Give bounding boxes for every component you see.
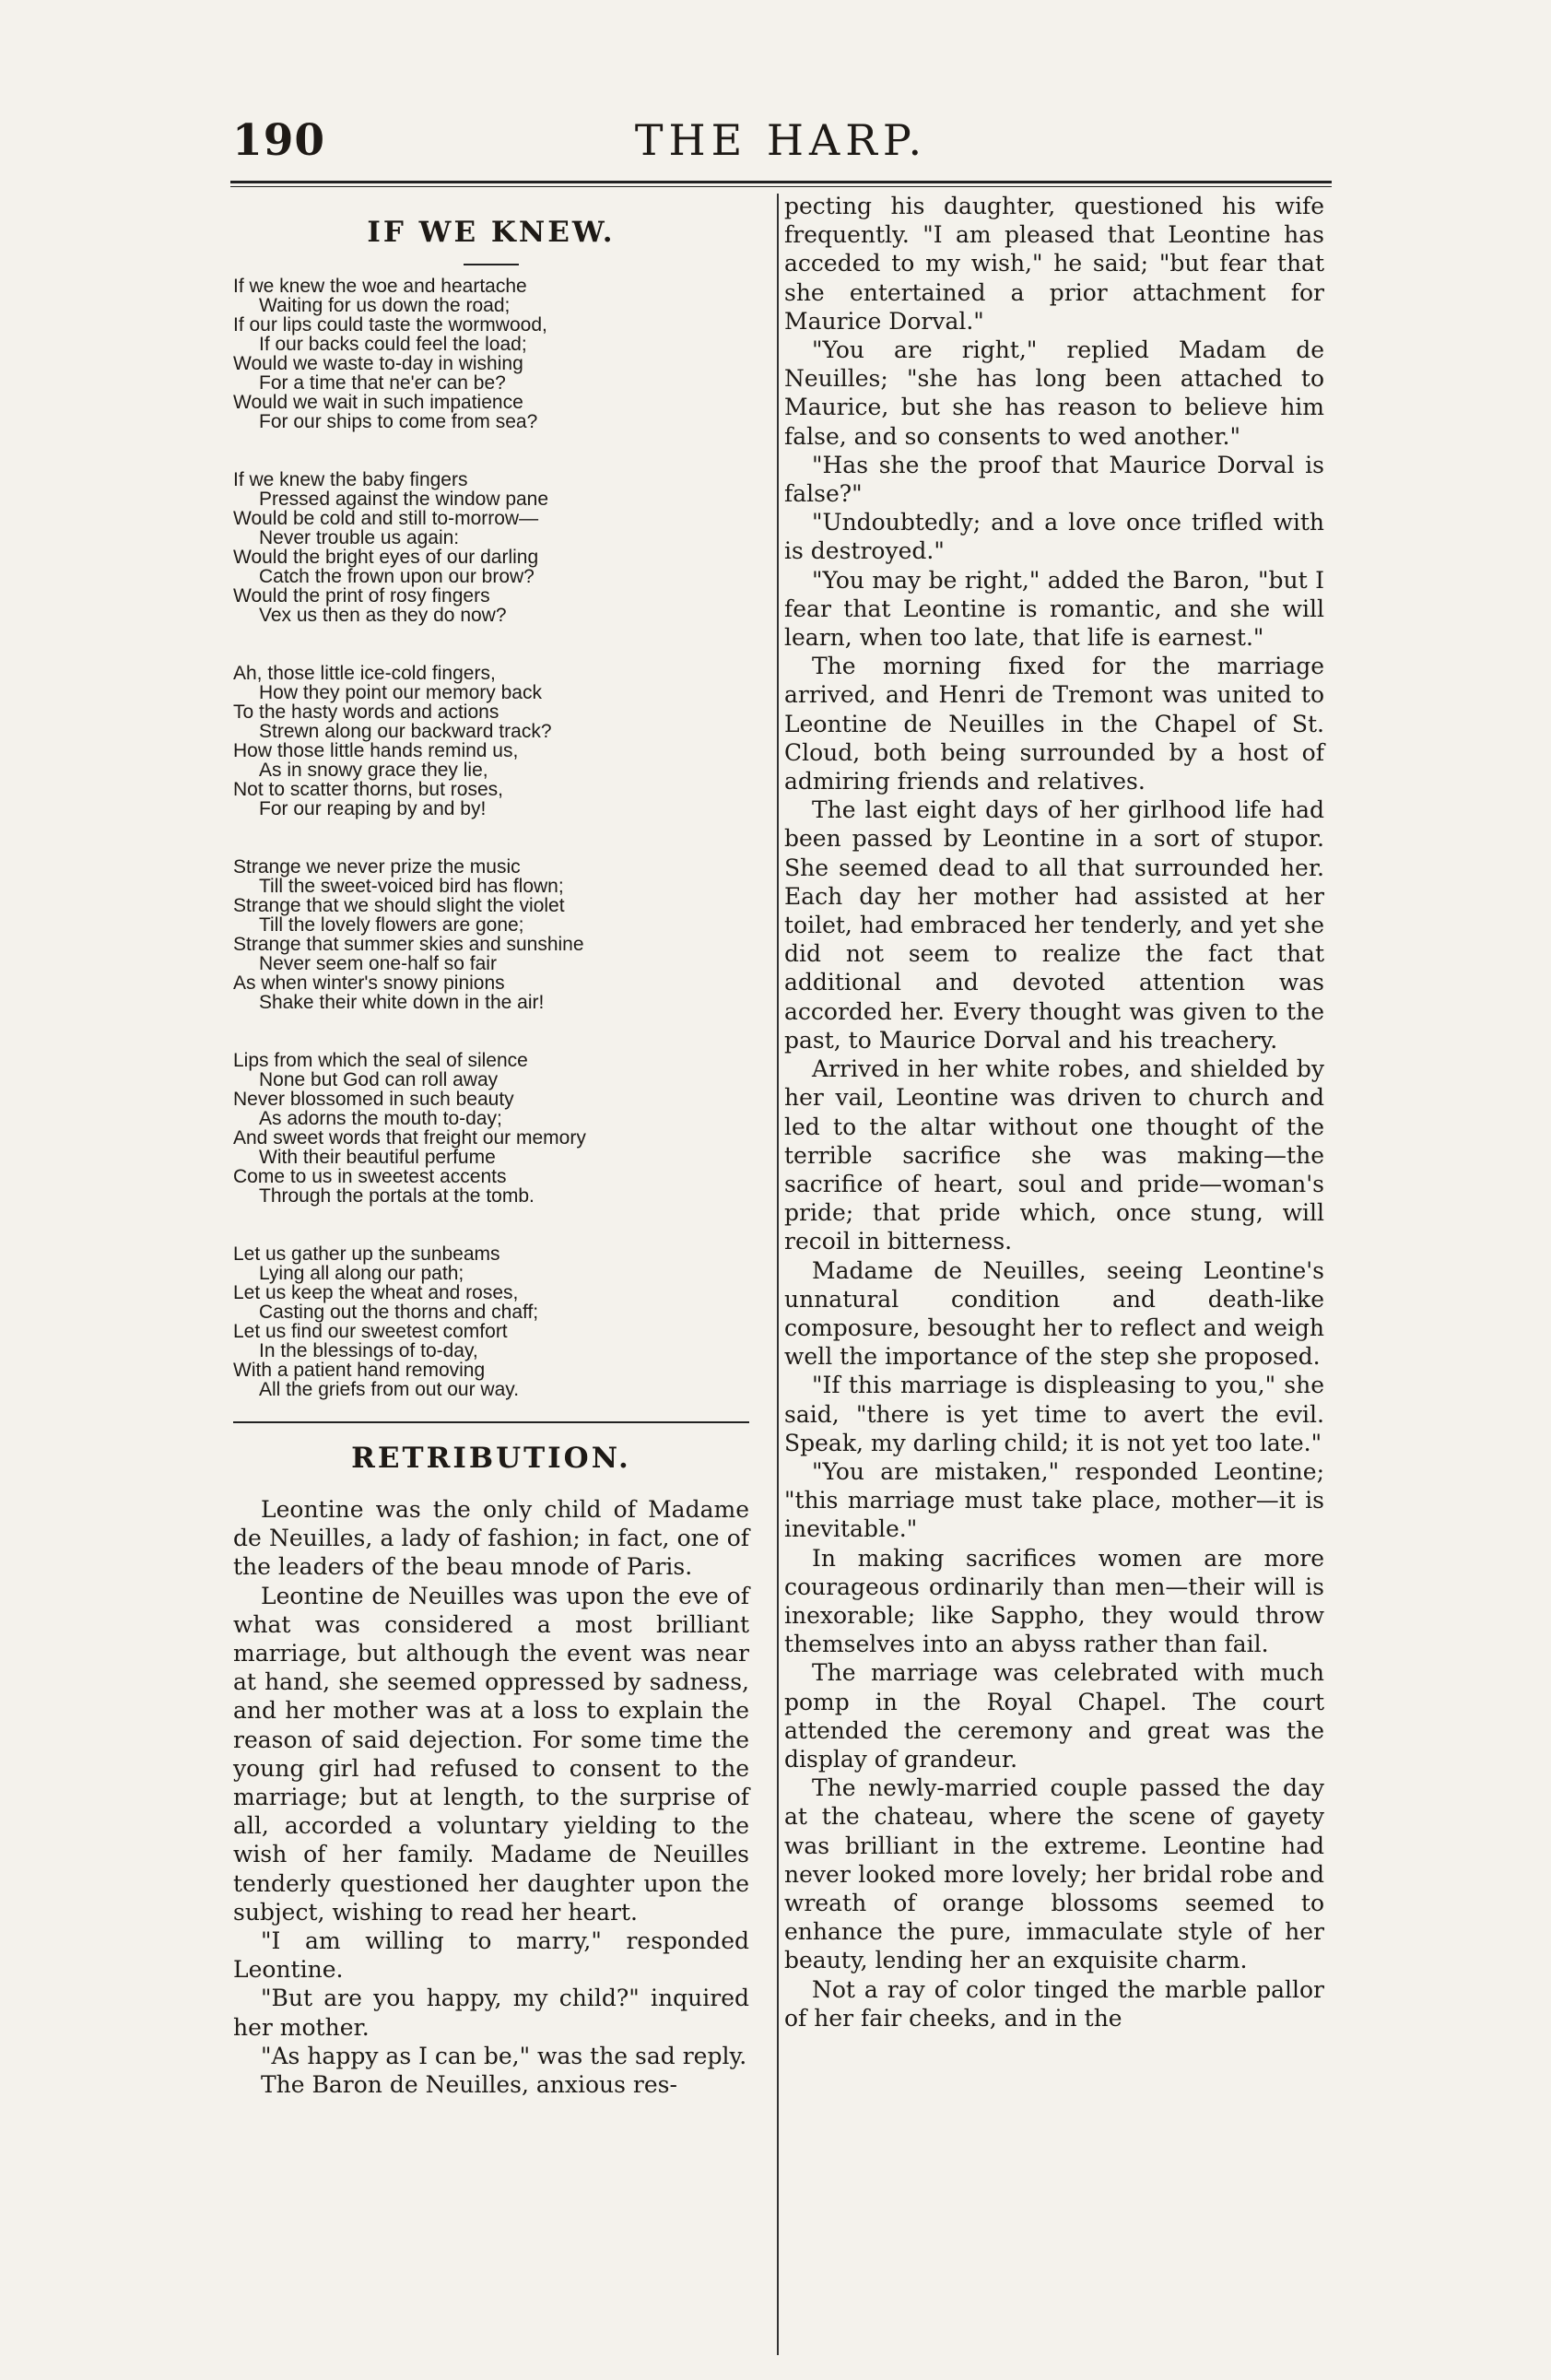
poem-body [233,277,749,1399]
poem-stanza [233,277,749,431]
journal-title: THE HARP. [634,115,928,165]
poem-line: Through the portals at the tomb. [259,1185,535,1207]
poem-line: To the hasty words and actions [233,701,499,723]
left-column [233,192,749,2099]
poem-line: For our ships to come from sea? [259,411,538,432]
poem-line: Strange that we should slight the violet [233,895,565,916]
paragraph: "You are mistaken," responded Leontine; "this marriage must take place, mother—it is inevitable." [784,1457,1324,1543]
right-column [784,192,1324,2032]
poem-line: With their beautiful perfume [259,1147,496,1168]
paragraph: The last eight days of her girlhood life had been passed by Leontine in a sort of stupor. She seemed dead to all that surrounded her. Each day her mother had assisted at her toilet, had embraced her tenderly, and yet she did not seem to realize the fact that additional and devoted attention was accorded her. Every thought was given to the past, to Maurice Dorval and his treachery. [784,796,1324,1054]
paragraph: "But are you happy, my child?" inquired her mother. [233,1985,749,2041]
paragraph: The newly-married couple passed the day at the chateau, where the scene of gayety was brilliant in the extreme. Leontine had never looked more lovely; her bridal robe and wreath of orange blossoms seemed to enhance the pure, immaculate style of her beauty, lending her an exquisite charm. [784,1774,1324,1974]
poem-line: Waiting for us down the road; [259,295,511,316]
poem-line: If our backs could feel the load; [259,334,527,355]
poem-line: If we knew the woe and heartache [233,276,527,297]
poem-line: Shake their white down in the air! [259,992,545,1013]
poem-stanza [233,1051,749,1206]
story-right-paragraphs [784,336,1324,2032]
paragraph: The marriage was celebrated with much pomp in the Royal Chapel. The court attended the ceremony and great was the display of grandeur. [784,1659,1324,1773]
paragraph: The morning fixed for the marriage arrived, and Henri de Tremont was united to Leontine de Neuilles in the Chapel of St. Cloud, both being surrounded by a host of admiring friends and relatives. [784,653,1324,795]
poem-line: Would we waste to-day in wishing [233,353,523,374]
poem-line: In the blessings of to-day, [259,1340,478,1361]
column-divider [777,194,779,2355]
poem-line: Casting out the thorns and chaff; [259,1302,539,1323]
header-rule [230,181,1332,187]
paragraph: "As happy as I can be," was the sad reply. [261,2042,747,2069]
paragraph: Arrived in her white robes, and shielded by her vail, Leontine was driven to church and led to the altar without one thought of the terrible sacrifice she was making—the sacrifice of heart, soul and pride—woman's pride; that pride which, once stung, will recoil in bitterness. [784,1055,1324,1255]
poem-line: Let us find our sweetest comfort [233,1321,508,1342]
paragraph: pecting his daughter, questioned his wife frequently. "I am pleased that Leontine has acceded to my wish," he said; "but fear that she entertained a prior attachment for Maurice Dorval." [784,193,1324,335]
story-left-text [233,1495,749,2099]
poem-line: Lips from which the seal of silence [233,1050,528,1071]
page-number: 190 [232,115,326,166]
poem-line: Would the print of rosy fingers [233,585,490,607]
section-rule [233,1421,749,1423]
poem-line: Never trouble us again: [259,527,460,548]
poem-line: If our lips could taste the wormwood, [233,314,547,336]
poem-line: How they point our memory back [259,682,542,703]
paragraph: Not a ray of color tinged the marble pallor of her fair cheeks, and in the [784,1975,1324,2032]
paragraph: The Baron de Neuilles, anxious res- [261,2071,677,2099]
poem-line: Never seem one-half so fair [259,953,497,974]
poem-line: Till the lovely flowers are gone; [259,914,524,936]
poem-line: Vex us then as they do now? [259,605,507,626]
poem-line: Strange that summer skies and sunshine [233,934,584,955]
poem-stanza [233,1244,749,1399]
poem-line: Pressed against the window pane [259,489,549,510]
poem-line: For a time that ne'er can be? [259,372,506,394]
poem-stanza [233,857,749,1012]
poem-line: None but God can roll away [259,1069,499,1090]
paragraph: Madame de Neuilles, seeing Leontine's unnatural condition and death-like composure, besought her to reflect and weigh well the importance of the step she proposed. [784,1256,1324,1371]
poem-line: Strange we never prize the music [233,856,521,878]
poem-stanza [233,470,749,625]
poem-line: How those little hands remind us, [233,740,519,761]
paragraph: In making sacrifices women are more courageous ordinarily than men—their will is inexorable; like Sappho, they would throw themselves into an abyss rather than fail. [784,1544,1324,1658]
story-right-text [784,192,1324,2032]
page-header [230,115,1332,180]
poem-line: If we knew the baby fingers [233,469,468,490]
paragraph: "You may be right," added the Baron, "but I fear that Leontine is romantic, and she will learn, when too late, that life is earnest." [784,566,1324,652]
paragraph: "Undoubtedly; and a love once trifled with is destroyed." [784,509,1324,565]
poem-line: As adorns the mouth to-day; [259,1108,502,1129]
poem-line: All the griefs from out our way. [259,1379,520,1400]
poem-line: Let us gather up the sunbeams [233,1243,500,1265]
poem-line: For our reaping by and by! [259,798,487,819]
poem-line: With a patient hand removing [233,1360,486,1381]
poem-line: As when winter's snowy pinions [233,972,505,994]
poem-line: Never blossomed in such beauty [233,1089,514,1110]
poem-stanza [233,664,749,819]
paragraph: "You are right," replied Madam de Neuilles; "she has long been attached to Maurice, but she has reason to believe him false, and so consents to wed another." [784,336,1324,450]
story-title: RETRIBUTION. [351,1442,631,1475]
paragraph: Leontine de Neuilles was upon the eve of what was considered a most brilliant marriage, but although the event was near at hand, she seemed oppressed by sadness, and her mother was at a loss to explain the reason of said dejection. For some time the young girl had refused to consent to the marriage; but at length, to the surprise of all, accorded a voluntary yielding to the wish of her family. Madame de Neuilles tenderly questioned her daughter upon the subject, wishing to read her heart. [233,1582,749,1926]
title-rule [464,264,519,265]
paragraph: "Has she the proof that Maurice Dorval is false?" [784,451,1324,508]
poem-title: IF WE KNEW. [367,216,616,249]
poem-line: Till the sweet-voiced bird has flown; [259,876,564,897]
poem-line: Catch the frown upon our brow? [259,566,535,587]
poem-line: Would the bright eyes of our darling [233,547,539,568]
paragraph: "I am willing to marry," responded Leontine. [233,1927,749,1984]
poem-line: Ah, those little ice-cold fingers, [233,663,496,684]
poem-line: Would we wait in such impatience [233,392,523,413]
paragraph: Leontine was the only child of Madame de Neuilles, a lady of fashion; in fact, one of the leaders of the beau mnode of Paris. [233,1496,749,1581]
poem-line: Let us keep the wheat and roses, [233,1282,519,1303]
poem-line: Come to us in sweetest accents [233,1166,507,1187]
poem-line: And sweet words that freight our memory [233,1127,586,1149]
paragraph: "If this marriage is displeasing to you," she said, "there is yet time to avert the evil. Speak, my darling child; it is not yet too late." [784,1372,1324,1456]
poem-line: Lying all along our path; [259,1263,464,1284]
poem-line: Would be cold and still to-morrow— [233,508,539,529]
poem-line: Not to scatter thorns, but roses, [233,779,503,800]
poem-line: As in snowy grace they lie, [259,760,488,781]
poem-line: Strewn along our backward track? [259,721,552,742]
